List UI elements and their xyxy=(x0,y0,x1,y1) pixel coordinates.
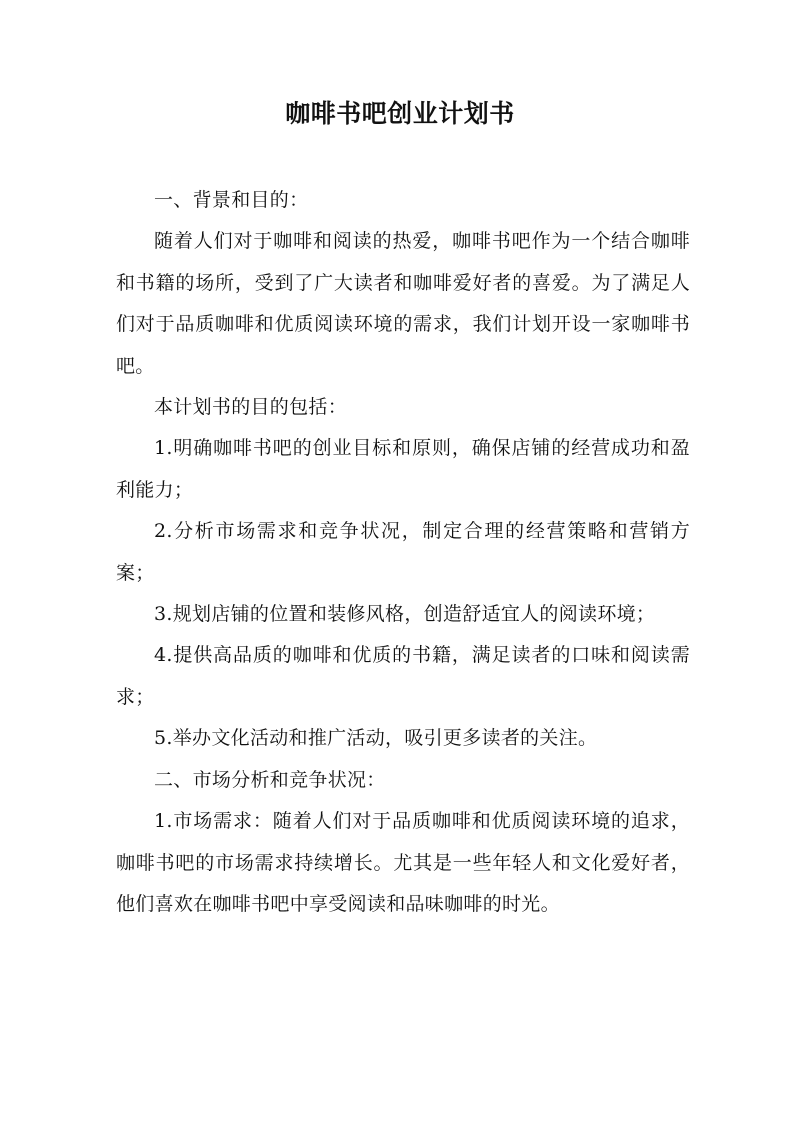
paragraph-background: 随着人们对于咖啡和阅读的热爱，咖啡书吧作为一个结合咖啡和书籍的场所，受到了广大读者和咖啡爱好者的喜爱。为了满足人们对于品质咖啡和优质阅读环境的需求，我们计划开设一家咖啡书吧。 xyxy=(116,230,690,377)
paragraph-market-demand: 1.市场需求：随着人们对于品质咖啡和优质阅读环境的追求，咖啡书吧的市场需求持续增长。尤其是一些年轻人和文化爱好者，他们喜欢在咖啡书吧中享受阅读和品味咖啡的时光。 xyxy=(116,810,690,915)
list-item-goal-1: 1.明确咖啡书吧的创业目标和原则，确保店铺的经营成功和盈利能力； xyxy=(116,437,690,501)
document-body xyxy=(116,180,690,925)
list-item-goal-3: 3.规划店铺的位置和装修风格，创造舒适宜人的阅读环境； xyxy=(154,603,656,626)
list-item-goal-2: 2.分析市场需求和竞争状况，制定合理的经营策略和营销方案； xyxy=(116,520,690,584)
paragraph-goals-intro: 本计划书的目的包括： xyxy=(154,396,348,419)
list-item-goal-4: 4.提供高品质的咖啡和优质的书籍，满足读者的口味和阅读需求； xyxy=(116,644,690,708)
list-item-goal-5: 5.举办文化活动和推广活动，吸引更多读者的关注。 xyxy=(154,727,598,750)
section-heading-background: 一、背景和目的： xyxy=(154,189,309,211)
section-heading-market: 二、市场分析和竞争状况： xyxy=(154,768,386,791)
document-title: 咖啡书吧创业计划书 xyxy=(285,99,515,128)
